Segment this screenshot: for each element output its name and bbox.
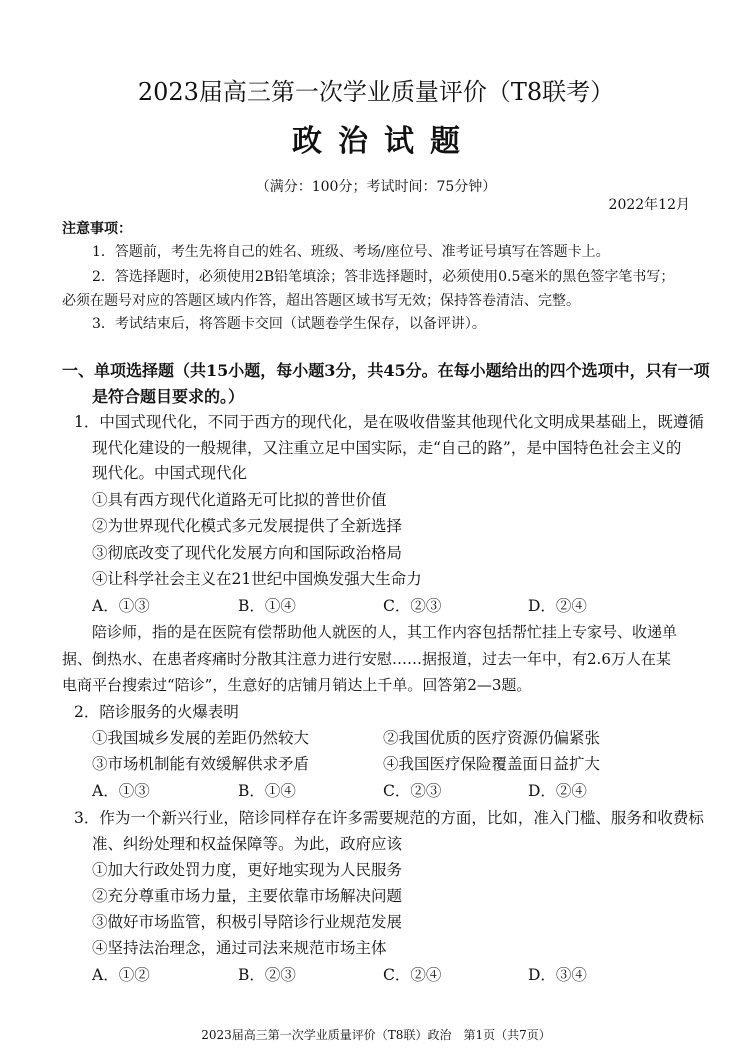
q1-answer-c: C．②③ xyxy=(383,597,442,615)
note-item: 2．答选择题时，必须使用2B铅笔填涂；答非选择题时，必须使用0.5毫米的黑色签字笔书写； xyxy=(92,269,675,285)
q3-answer-a: A．①② xyxy=(92,966,150,984)
passage-line: 电商平台搜索过“陪诊”，生意好的店铺月销达上千单。回答第2—3题。 xyxy=(62,676,532,694)
q3-answer-d: D．③④ xyxy=(528,966,587,984)
q2-answer-b: B．①④ xyxy=(238,782,296,800)
q1-stem-line: 现代化建设的一般规律，又注重立足中国实际，走“自己的路”，是中国特色社会主义的 xyxy=(92,439,682,457)
q1-answer-a: A．①③ xyxy=(92,597,150,615)
passage-line: 陪诊师，指的是在医院有偿帮助他人就医的人，其工作内容包括帮忙挂上专家号、收递单 xyxy=(92,623,678,641)
q2-option: ④我国医疗保险覆盖面日益扩大 xyxy=(383,755,601,773)
q2-stem: 2．陪诊服务的火爆表明 xyxy=(74,703,239,721)
page-footer: 2023届高三第一次学业质量评价（T8联）政治 第1页（共7页） xyxy=(201,1028,551,1042)
q1-answer-b: B．①④ xyxy=(238,597,296,615)
q3-answer-c: C．②④ xyxy=(383,966,442,984)
section-heading-cont: 是符合题目要求的。） xyxy=(92,387,245,406)
q2-option: ①我国城乡发展的差距仍然较大 xyxy=(92,729,310,747)
passage-line: 据、倒热水、在患者疼痛时分散其注意力进行安慰……据报道，过去一年中，有2.6万人在某 xyxy=(62,650,671,668)
q1-stem-line: 1．中国式现代化，不同于西方的现代化，是在吸收借鉴其他现代化文明成果基础上，既遵循 xyxy=(74,413,704,431)
notes-heading: 注意事项： xyxy=(62,221,132,237)
q3-stem-line: 3．作为一个新兴行业，陪诊同样存在许多需要规范的方面，比如，准入门槛、服务和收费标 xyxy=(74,809,704,827)
q3-option: ④坚持法治理念，通过司法来规范市场主体 xyxy=(92,939,387,957)
q3-answer-b: B．②③ xyxy=(238,966,296,984)
note-item: 1．答题前，考生先将自己的姓名、班级、考场/座位号、准考证号填写在答题卡上。 xyxy=(92,244,610,260)
note-item: 3．考试结束后，将答题卡交回（试题卷学生保存，以备评讲）。 xyxy=(92,316,486,332)
exam-meta: （满分：100分；考试时间：75分钟） xyxy=(255,179,497,195)
q1-option: ②为世界现代化模式多元发展提供了全新选择 xyxy=(92,517,403,535)
subject-title: 政治试题 xyxy=(292,124,476,159)
q1-option: ③彻底改变了现代化发展方向和国际政治格局 xyxy=(92,544,403,562)
q1-answer-d: D．②④ xyxy=(528,597,587,615)
q3-stem-line: 准、纠纷处理和权益保障等。为此，政府应该 xyxy=(92,835,403,853)
q1-option: ④让科学社会主义在21世纪中国焕发强大生命力 xyxy=(92,570,422,588)
section-heading: 一、单项选择题（共15小题，每小题3分，共45分。在每小题给出的四个选项中，只有一项 xyxy=(62,361,710,380)
q3-option: ②充分尊重市场力量，主要依靠市场解决问题 xyxy=(92,887,403,905)
exam-date: 2022年12月 xyxy=(608,197,690,213)
q2-option: ②我国优质的医疗资源仍偏紧张 xyxy=(383,729,601,747)
note-item: 必须在题号对应的答题区域内作答，超出答题区域书写无效；保持答卷清洁、完整。 xyxy=(62,293,580,309)
q3-option: ①加大行政处罚力度，更好地实现为人民服务 xyxy=(92,861,403,879)
q2-answer-a: A．①③ xyxy=(92,782,150,800)
q3-option: ③做好市场监管，积极引导陪诊行业规范发展 xyxy=(92,913,403,931)
q2-option: ③市场机制能有效缓解供求矛盾 xyxy=(92,755,310,773)
q2-answer-c: C．②③ xyxy=(383,782,442,800)
q2-answer-d: D．②④ xyxy=(528,782,587,800)
q1-stem-line: 现代化。中国式现代化 xyxy=(92,464,248,482)
page-title: 2023届高三第一次学业质量评价（T8联考） xyxy=(137,78,615,106)
q1-option: ①具有西方现代化道路无可比拟的普世价值 xyxy=(92,491,387,509)
